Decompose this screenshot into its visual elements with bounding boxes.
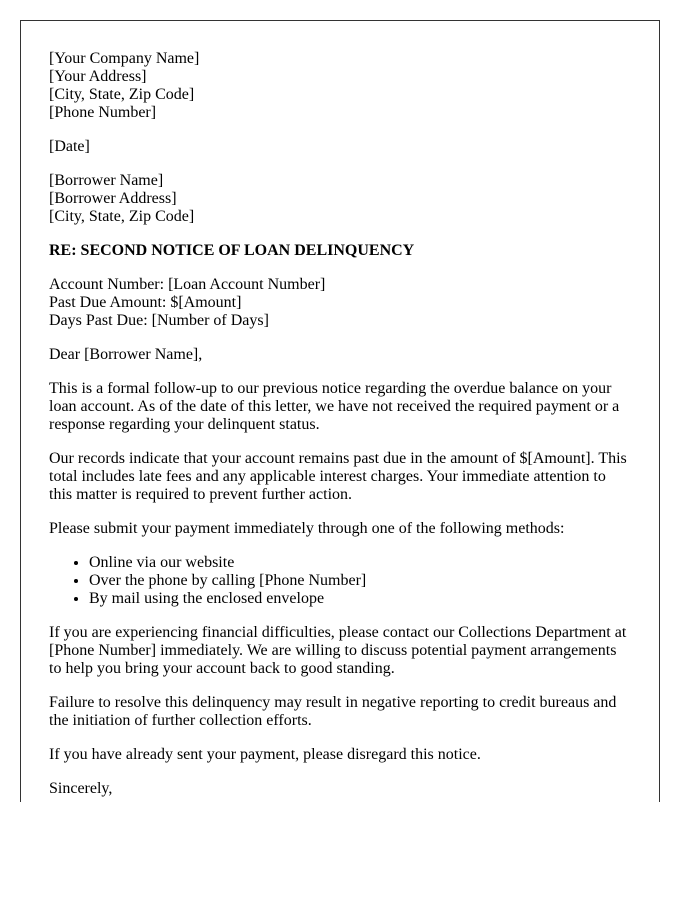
subject-line: RE: SECOND NOTICE OF LOAN DELINQUENCY	[49, 242, 415, 259]
letter-date: [Date]	[49, 138, 90, 155]
sender-address: [Your Address]	[49, 68, 147, 85]
sender-phone: [Phone Number]	[49, 104, 157, 121]
paragraph-records: Our records indicate that your account remains past due in the amount of $[Amount]. This total includes late fees and any applicable interest charges. Your immediate attention to this matter is required to prevent further action.	[49, 450, 627, 503]
account-number: Account Number: [Loan Account Number]	[49, 276, 326, 293]
sender-city: [City, State, Zip Code]	[49, 86, 195, 103]
recipient-city: [City, State, Zip Code]	[49, 208, 195, 225]
paragraph-consequences: Failure to resolve this delinquency may result in negative reporting to credit bureaus and the initiation of further collection efforts.	[49, 694, 617, 729]
sender-block	[49, 50, 631, 122]
letter-page	[20, 20, 660, 802]
sender-company: [Your Company Name]	[49, 50, 200, 67]
signoff: Sincerely,	[49, 780, 113, 797]
days-past-due: Days Past Due: [Number of Days]	[49, 312, 269, 329]
paragraph-intro: This is a formal follow-up to our previous notice regarding the overdue balance on your loan account. As of the date of this letter, we have not received the required payment or a response regarding your delinquent status.	[49, 380, 620, 433]
paragraph-payment: Please submit your payment immediately through one of the following methods:	[49, 520, 565, 537]
past-due-amount: Past Due Amount: $[Amount]	[49, 294, 242, 311]
list-item: • Online via our website	[89, 554, 631, 572]
recipient-name: [Borrower Name]	[49, 172, 164, 189]
salutation: Dear [Borrower Name],	[49, 346, 203, 363]
list-item: • Over the phone by calling [Phone Number]	[89, 572, 631, 590]
paragraph-disregard: If you have already sent your payment, please disregard this notice.	[49, 746, 481, 763]
recipient-block	[49, 172, 631, 226]
recipient-address: [Borrower Address]	[49, 190, 177, 207]
paragraph-difficulties: If you are experiencing financial difficulties, please contact our Collections Department at [Phone Number] immediately. We are willing to discuss potential payment arrangements to help you bring your account back to good standing.	[49, 624, 627, 677]
list-item: • By mail using the enclosed envelope	[89, 590, 631, 608]
account-details	[49, 276, 631, 330]
payment-methods-list	[49, 554, 631, 608]
